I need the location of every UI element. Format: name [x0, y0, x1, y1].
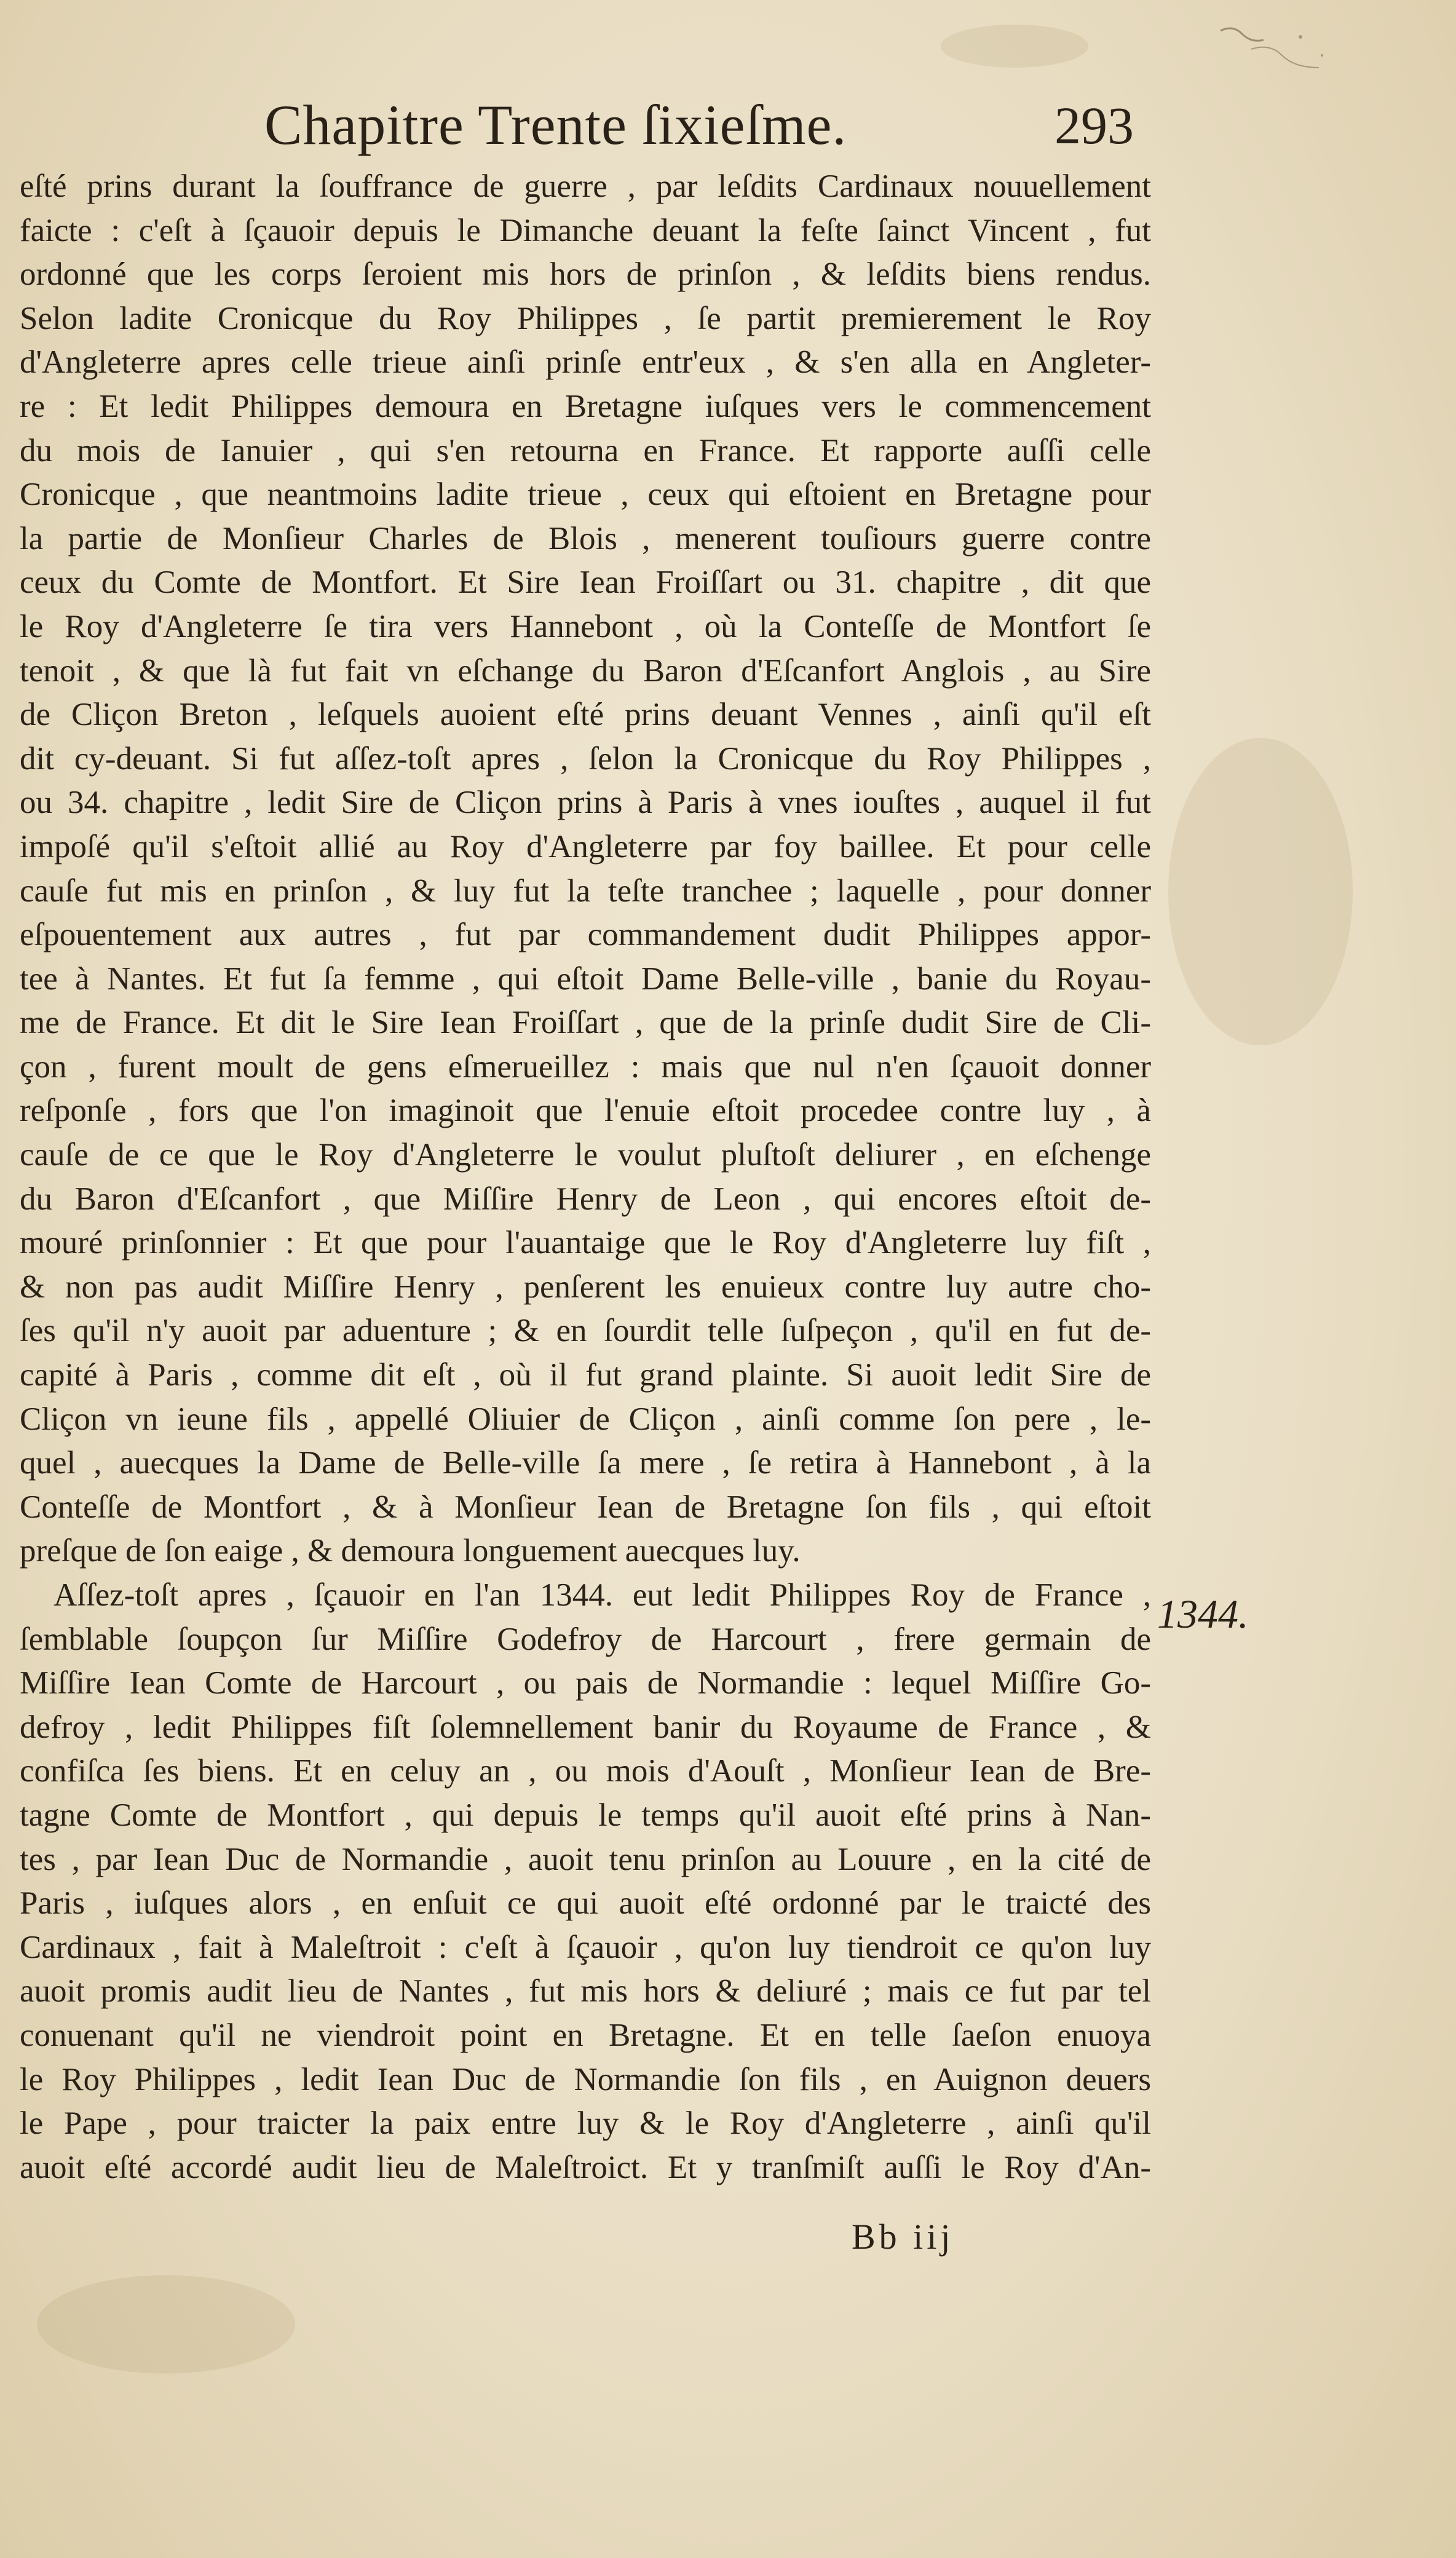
text-line: quel , auecques la Dame de Belle-ville ſa mere , ſe retira à Hannebont , à la — [20, 1445, 1151, 1481]
text-line: cauſe fut mis en prinſon , & luy fut la teſte tranchee ; laquelle , pour donner — [20, 873, 1151, 909]
text-line: tes , par Iean Duc de Normandie , auoit tenu prinſon au Louure , en la cité de — [20, 1841, 1151, 1877]
text-line: du mois de Ianuier , qui s'en retourna en France. Et rapporte auſſi celle — [20, 432, 1151, 469]
text-line: preſque de ſon eaige , & demoura longuement auecques luy. — [20, 1533, 801, 1569]
ink-smudge-icon — [1214, 12, 1337, 86]
body-text — [20, 165, 1151, 2190]
paper-stain — [37, 2275, 295, 2374]
text-line: d'Angleterre apres celle trieue ainſi prinſe entr'eux , & s'en alla en Angleter- — [20, 344, 1151, 381]
text-line: de Cliçon Breton , leſquels auoient eſté prins deuant Vennes , ainſi qu'il eſt — [20, 697, 1151, 733]
text-line: capité à Paris , comme dit eſt , où il fut grand plainte. Si auoit ledit Sire de — [20, 1357, 1151, 1393]
signature-mark: Bb iij — [852, 2217, 954, 2257]
text-line: du Baron d'Eſcanfort , que Miſſire Henry de Leon , qui encores eſtoit de- — [20, 1181, 1151, 1217]
text-line: dit cy-deuant. Si fut aſſez-toſt apres , ſelon la Cronicque du Roy Philippes , — [20, 740, 1151, 777]
text-line: Selon ladite Cronicque du Roy Philippes , ſe partit premierement le Roy — [20, 300, 1151, 336]
text-line: le Roy Philippes , ledit Iean Duc de Normandie ſon fils , en Auignon deuers — [20, 2061, 1151, 2097]
text-line: ſes qu'il n'y auoit par aduenture ; & en ſourdit telle ſuſpeçon , qu'il en fut de- — [20, 1313, 1151, 1349]
text-line: ceux du Comte de Montfort. Et Sire Iean Froiſſart ou 31. chapitre , dit que — [20, 564, 1151, 601]
text-line: ou 34. chapitre , ledit Sire de Cliçon prins à Paris à vnes iouſtes , auquel il fut — [20, 785, 1151, 821]
text-line: le Pape , pour traicter la paix entre luy & le Roy d'Angleterre , ainſi qu'il — [20, 2105, 1151, 2142]
text-line: Cardinaux , fait à Maleſtroit : c'eſt à ſçauoir , qu'on luy tiendroit ce qu'on luy — [20, 1929, 1151, 1965]
text-line: tee à Nantes. Et fut ſa femme , qui eſtoit Dame Belle-ville , banie du Royau- — [20, 960, 1151, 997]
paper-stain — [1168, 738, 1353, 1045]
text-line: la partie de Monſieur Charles de Blois , menerent touſiours guerre contre — [20, 520, 1151, 556]
text-line: ſemblable ſoupçon ſur Miſſire Godefroy de Harcourt , frere germain de — [20, 1621, 1151, 1657]
text-line: eſpouentement aux autres , fut par commandement dudit Philippes appor- — [20, 917, 1151, 953]
text-line: reſponſe , fors que l'on imaginoit que l'enuie eſtoit procedee contre luy , à — [20, 1093, 1151, 1129]
text-line: impoſé qu'il s'eſtoit allié au Roy d'Angleterre par foy baillee. Et pour celle — [20, 828, 1151, 865]
text-line: defroy , ledit Philippes fiſt ſolemnellement banir du Royaume de France , & — [20, 1709, 1151, 1745]
text-line: ordonné que les corps ſeroient mis hors de prinſon , & leſdits biens rendus. — [20, 256, 1151, 293]
text-line: eſté prins durant la ſouffrance de guerre , par leſdits Cardinaux nouuellement — [20, 168, 1151, 204]
text-line: Miſſire Iean Comte de Harcourt , ou pais de Normandie : lequel Miſſire Go- — [20, 1665, 1151, 1701]
text-line: Cliçon vn ieune fils , appellé Oliuier de Cliçon , ainſi comme ſon pere , le- — [20, 1401, 1151, 1437]
text-line: le Roy d'Angleterre ſe tira vers Hannebont , où la Conteſſe de Montfort ſe — [20, 608, 1151, 644]
page-number: 293 — [1054, 96, 1134, 155]
text-line: auoit eſté accordé audit lieu de Maleſtroict. Et y tranſmiſt auſſi le Roy d'An- — [20, 2149, 1151, 2185]
text-line: tenoit , & que là fut fait vn eſchange du Baron d'Eſcanfort Anglois , au Sire — [20, 652, 1151, 689]
margin-note-year: 1344. — [1157, 1592, 1249, 1637]
text-line: çon , furent moult de gens eſmerueillez : mais que nul n'en ſçauoit donner — [20, 1048, 1151, 1085]
text-line: tagne Comte de Montfort , qui depuis le temps qu'il auoit eſté prins à Nan- — [20, 1797, 1151, 1833]
text-line: re : Et ledit Philippes demoura en Bretagne iuſques vers le commencement — [20, 388, 1151, 424]
text-line: & non pas audit Miſſire Henry , penſerent les enuieux contre luy autre cho- — [20, 1269, 1151, 1305]
text-line: Conteſſe de Montfort , & à Monſieur Iean de Bretagne ſon fils , qui eſtoit — [20, 1489, 1151, 1525]
text-line: mouré prinſonnier : Et que pour l'auantaige que le Roy d'Angleterre luy fiſt , — [20, 1225, 1151, 1261]
text-line: confiſca ſes biens. Et en celuy an , ou mois d'Aouſt , Monſieur Iean de Bre- — [20, 1753, 1151, 1789]
text-line: conuenant qu'il ne viendroit point en Bretagne. Et en telle ſaeſon enuoya — [20, 2017, 1151, 2053]
text-line: faicte : c'eſt à ſçauoir depuis le Dimanche deuant la feſte ſainct Vincent , fut — [20, 212, 1151, 248]
text-line: me de France. Et dit le Sire Iean Froiſſart , que de la prinſe dudit Sire de Cli- — [20, 1005, 1151, 1041]
text-line: Paris , iuſques alors , en enſuit ce qui auoit eſté ordonné par le traicté des — [20, 1885, 1151, 1922]
running-head — [0, 86, 1456, 160]
text-line: Cronicque , que neantmoins ladite trieue , ceux qui eſtoient en Bretagne pour — [20, 477, 1151, 513]
text-line: cauſe de ce que le Roy d'Angleterre le voulut pluſtoſt deliurer , en eſchenge — [20, 1137, 1151, 1173]
text-line: Aſſez-toſt apres , ſçauoir en l'an 1344. eut ledit Philippes Roy de France , — [53, 1577, 1151, 1613]
text-line: auoit promis audit lieu de Nantes , fut mis hors & deliuré ; mais ce fut par tel — [20, 1973, 1151, 2010]
chapter-title: Chapitre Trente ſixieſme. — [264, 93, 847, 156]
paper-stain — [941, 25, 1088, 68]
